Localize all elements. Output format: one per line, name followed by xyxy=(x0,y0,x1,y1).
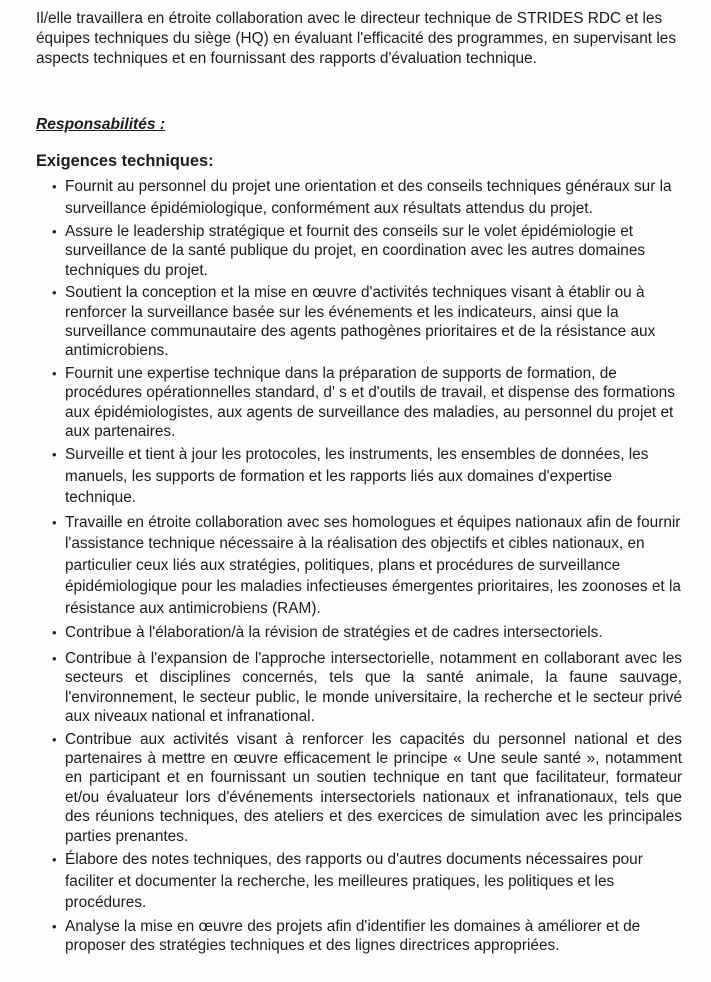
bullet-icon: • xyxy=(52,285,57,301)
intro-paragraph: Il/elle travaillera en étroite collaboration avec le directeur technique de STRIDES RDC et les équipes techniques du siège (HQ) en évaluant l'efficacité des programmes, en supervisant les aspects techniques et en fournissant des rapports d'évaluation technique. xyxy=(36,10,677,67)
list-item-text: Fournit au personnel du projet une orientation et des conseils techniques généraux sur la surveillance épidémiologique, conformément aux résultats attendus du projet. xyxy=(65,178,672,217)
list-item-text: Contribue à l'élaboration/à la révision de stratégies et de cadres intersectoriels. xyxy=(65,624,603,642)
bullet-icon: • xyxy=(52,852,57,868)
list-item xyxy=(0,222,682,280)
list-item-text: Contribue aux activités visant à renforcer les capacités du personnel national et des partenaires à mettre en œuvre efficacement le principe « Une seule santé », notamment en participant et en fournissant un soutien technique en tant que facilitateur, formateur et/ou évaluateur lors d'événements intersectoriels nationaux et infranationaux, tels que des réunions techniques, des ateliers et des exercices de simulation avec les principales parties prenantes. xyxy=(65,730,682,845)
list-item xyxy=(0,849,682,914)
list-item-text: Fournit une expertise technique dans la préparation de supports de formation, de procédures opérationnelles standard, d' s et d'outils de travail, et dispense des formations aux épidémiologistes, aux agents de surveillance des maladies, au personnel du projet et aux partenaires. xyxy=(65,364,675,441)
list-item-text: Soutient la conception et la mise en œuvre d'activités techniques visant à établir ou à renforcer la surveillance basée sur les événements et les indicateurs, ainsi que la surveillance communautaire des agents pathogènes prioritaires et de la résistance aux antimicrobiens. xyxy=(65,284,656,360)
list-item-text: Travaille en étroite collaboration avec ses homologues et équipes nationaux afin de fournir l'assistance technique nécessaire à la réalisation des objectifs et cibles nationaux, en particulier ceux liés aux stratégies, politiques, plans et procédures de surveillance épidémiologique pour les maladies infectieuses émergentes prioritaires, les zoonoses et la résistance aux antimicrobiens (RAM). xyxy=(65,513,681,617)
list-item xyxy=(0,176,682,219)
list-item xyxy=(0,444,682,509)
list-item-text: Surveille et tient à jour les protocoles, les instruments, les ensembles de données, les manuels, les supports de formation et les rapports liés aux domaines d'expertise technique. xyxy=(65,446,649,507)
list-item xyxy=(0,283,682,361)
technical-requirements-list xyxy=(0,176,711,955)
bullet-icon: • xyxy=(52,447,57,463)
technical-requirements-heading: Exigences techniques: xyxy=(36,152,214,170)
bullet-icon: • xyxy=(52,365,57,381)
list-item xyxy=(0,622,682,644)
list-item-text: Contribue à l'expansion de l'approche intersectorielle, notamment en collaborant avec les secteurs et disciplines concernés, tels que la santé animale, la faune sauvage, l'environnement, le secteur public, le monde universitaire, la recherche et le secteur privé aux niveaux national et infranational. xyxy=(65,649,682,726)
bullet-icon: • xyxy=(52,731,57,747)
list-item xyxy=(0,730,682,846)
bullet-icon: • xyxy=(52,224,57,239)
responsibilities-heading: Responsabilités : xyxy=(36,116,166,133)
bullet-icon: • xyxy=(52,650,57,666)
bullet-icon: • xyxy=(52,625,57,641)
list-item xyxy=(0,364,682,442)
list-item-text: Analyse la mise en œuvre des projets afin d'identifier les domaines à améliorer et de proposer des stratégies techniques et des lignes directrices appropriées. xyxy=(65,917,641,954)
list-item-text: Élabore des notes techniques, des rapports ou d'autres documents nécessaires pour faciliter et documenter la recherche, les meilleures pratiques, les politiques et les procédures. xyxy=(65,851,643,912)
bullet-icon: • xyxy=(52,179,57,194)
bullet-icon: • xyxy=(52,918,57,934)
list-item-text: Assure le leadership stratégique et fournit des conseils sur le volet épidémiologie et surveillance de la santé publique du projet, en coordination avec les autres domaines techniques du projet. xyxy=(65,223,646,279)
list-item xyxy=(0,917,682,956)
bullet-icon: • xyxy=(52,514,57,530)
list-item xyxy=(0,512,682,620)
list-item xyxy=(0,649,682,727)
